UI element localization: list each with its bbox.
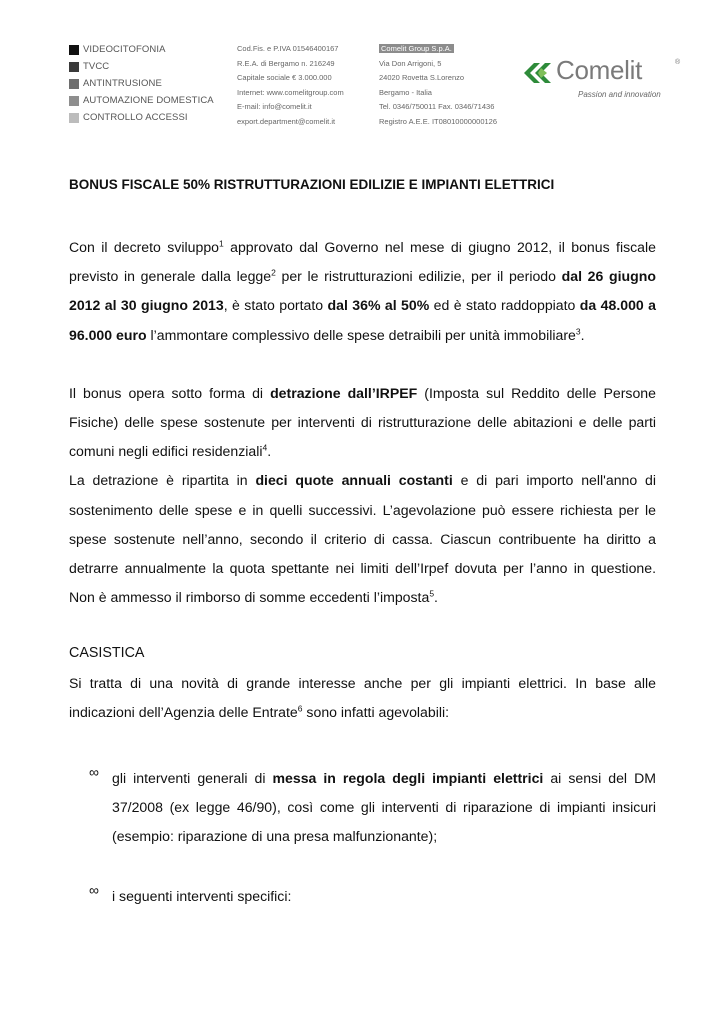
company-address <box>379 42 497 129</box>
document-body <box>69 175 656 911</box>
document-title: BONUS FISCALE 50% RISTRUTTURAZIONI EDILIZIE E IMPIANTI ELETTRICI <box>69 177 555 192</box>
email: E-mail: info@comelit.it <box>237 102 312 111</box>
region: Bergamo - Italia <box>379 87 432 97</box>
category-item <box>69 92 214 109</box>
aee-register: Registro A.E.E. IT08010000000126 <box>379 116 498 126</box>
category-item <box>69 58 214 75</box>
footnote-ref: 5 <box>429 588 435 599</box>
paragraph-intro: Con il decreto sviluppo$^1$ approvato dal Governo nel mese di giugno 2012, il bonus fiscale previsto in generale dalla legge$^2$ per le ristrutturazioni edilizie, per il periodo dal 26 giugno 2012 al 30 giugno 2013, è stato portato dal 36% al 50% ed è stato raddoppiato da 48.000 a 96.000 euro l’ammontare complessivo delle spese detraibili per unità immobiliare$^3$. <box>69 238 656 343</box>
category-label: CONTROLLO ACCESSI <box>83 112 188 123</box>
street: Via Don Arrigoni, 5 <box>379 58 442 68</box>
tax-code: Cod.Fis. e P.IVA 01546400167 <box>237 44 339 53</box>
city: 24020 Rovetta S.Lorenzo <box>379 73 465 82</box>
bullet-text: i seguenti interventi specifici: <box>112 887 292 904</box>
logo-wordmark: Comelit <box>556 55 643 85</box>
footnote-ref: 6 <box>297 703 303 714</box>
category-square-icon <box>69 113 79 123</box>
rea-number: R.E.A. di Bergamo n. 216249 <box>237 58 335 68</box>
category-item <box>69 41 214 58</box>
footnote-ref: 4 <box>262 442 268 453</box>
phone-fax: Tel. 0346/750011 Fax. 0346/71436 <box>379 102 495 111</box>
share-capital: Capitale sociale € 3.000.000 <box>237 73 332 82</box>
category-label: VIDEOCITOFONIA <box>83 44 166 55</box>
category-item <box>69 75 214 92</box>
website: Internet: www.comelitgroup.com <box>237 87 344 97</box>
footnote-ref: 3 <box>575 325 581 336</box>
infinity-bullet-icon: ∞ <box>89 764 99 781</box>
footnote-ref: 2 <box>271 267 276 278</box>
infinity-bullet-icon: ∞ <box>89 881 99 898</box>
category-label: AUTOMAZIONE DOMESTICA <box>83 95 214 106</box>
letterhead <box>0 0 724 130</box>
category-square-icon <box>69 62 79 72</box>
list-item <box>69 882 656 911</box>
logo-registered: ® <box>675 59 681 66</box>
paragraph-casistica: Si tratta di una novità di grande interesse anche per gli impianti elettrici. In base alle indicazioni dell’Agenzia delle Entrate$^6$ sono infatti agevolabili: <box>69 674 656 720</box>
comelit-logo <box>522 55 687 102</box>
company-info <box>237 42 344 129</box>
paragraph-quote: La detrazione è ripartita in dieci quote annuali costanti e di pari importo nell'anno di sostenimento delle spese e in quelli successivi. L’agevolazione può essere richiesta per le spese sostenute nell’anno, secondo il criterio di cassa. Ciascun contribuente ha diritto a detrarre annualmente la quota spettante nei limiti dell’Irpef dovuta per l’anno in questione. Non è ammesso il rimborso di somme eccedenti l’imposta$^5$. <box>69 472 657 606</box>
section-title: CASISTICA <box>69 645 145 662</box>
category-label: TVCC <box>83 61 110 72</box>
list-item <box>69 764 656 852</box>
category-square-icon <box>69 45 79 55</box>
category-label: ANTINTRUSIONE <box>83 78 162 89</box>
footnote-ref: 1 <box>219 238 224 249</box>
category-list <box>69 41 214 126</box>
company-name: Comelit Group S.p.A. <box>381 44 452 53</box>
export-email: export.department@comelit.it <box>237 116 336 126</box>
bullet-text: gli interventi generali di messa in regola degli impianti elettrici ai sensi del DM 37/2008 (ex legge 46/90), così come gli interventi di riparazione di impianti insicuri (esempio: riparazione di una presa malfunzionante); <box>112 770 656 845</box>
logo-mark-icon <box>522 60 556 86</box>
category-square-icon <box>69 79 79 89</box>
category-item <box>69 109 214 126</box>
paragraph-irpef: Il bonus opera sotto forma di detrazione dall’IRPEF (Imposta sul Reddito delle Persone Fisiche) delle spese sostenute per interventi di ristrutturazione delle abitazioni e delle parti comuni negli edifici residenziali$^4$. <box>69 384 656 460</box>
logo-tagline: Passion and innovation <box>578 90 661 99</box>
category-square-icon <box>69 96 79 106</box>
